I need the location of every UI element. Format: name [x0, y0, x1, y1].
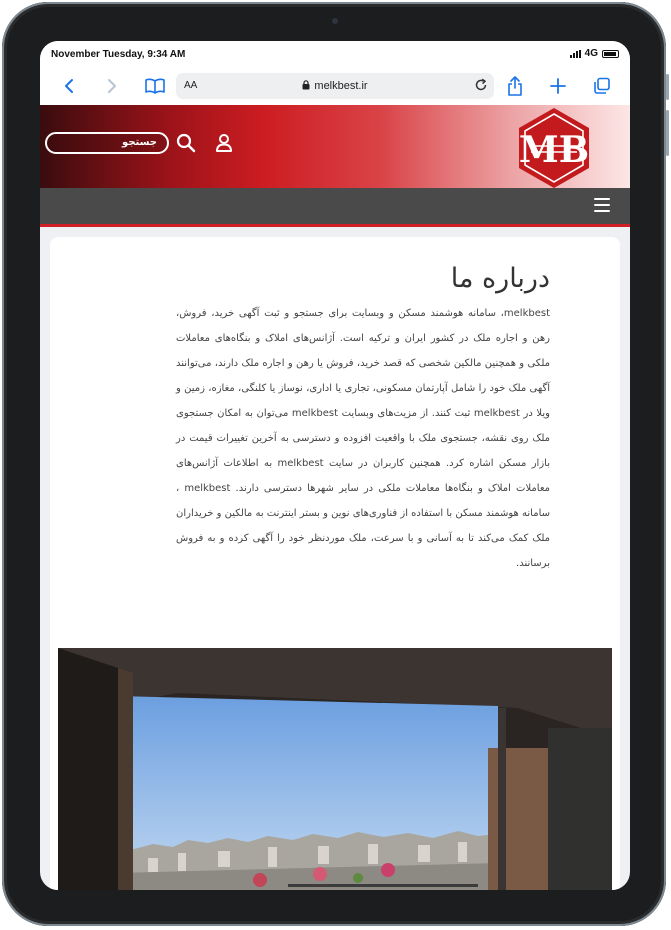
- browser-toolbar: [40, 67, 630, 106]
- svg-text:MB: MB: [518, 129, 590, 171]
- new-tab-icon[interactable]: [547, 75, 569, 97]
- url-display[interactable]: [176, 80, 494, 93]
- tabs-icon[interactable]: [591, 75, 613, 97]
- url-text: melkbest.ir: [314, 80, 368, 92]
- back-icon[interactable]: [58, 75, 80, 97]
- screen: [40, 41, 630, 890]
- forward-icon[interactable]: [101, 75, 123, 97]
- share-icon[interactable]: [504, 75, 526, 97]
- search-icon[interactable]: [176, 133, 196, 157]
- front-camera: [332, 18, 338, 24]
- page-title: درباره ما: [450, 263, 550, 294]
- bookmarks-icon[interactable]: [144, 75, 166, 97]
- nav-accent-line: [40, 224, 630, 227]
- status-time: November Tuesday, 9:34 AM: [51, 49, 186, 60]
- user-icon[interactable]: [215, 133, 233, 157]
- side-button: [666, 110, 669, 156]
- site-logo[interactable]: [516, 106, 592, 188]
- lock-icon: [302, 80, 310, 93]
- reload-icon[interactable]: [474, 78, 488, 95]
- menu-icon[interactable]: [594, 198, 610, 212]
- nav-bar: [40, 188, 630, 224]
- status-bar: [40, 41, 630, 67]
- site-header: [40, 105, 630, 188]
- about-card: [50, 237, 620, 890]
- status-indicators: [570, 48, 619, 59]
- network-label: 4G: [584, 48, 598, 59]
- address-bar[interactable]: [176, 73, 494, 99]
- apartment-window-photo: [58, 648, 612, 890]
- text-size-button[interactable]: AA: [184, 80, 198, 91]
- search-input[interactable]: جستجو: [45, 132, 169, 154]
- battery-icon: [602, 50, 619, 58]
- signal-icon: [570, 50, 581, 58]
- volume-button: [666, 74, 669, 100]
- about-paragraph: melkbest، سامانه هوشمند مسکن و وبسایت برای جستجو و ثبت آگهی خرید، فروش، رهن و اجاره ملک در کشور ایران و ترکیه است. آژانس‌های املاک و بنگاه‌های معاملات ملکی و همچنین مالکین شخصی که قصد خرید، فروش یا رهن و اجاره ملک دارند، می‌توانند آگهی ملک خود را شامل آپارتمان مسکونی، تجاری یا اداری، نوساز یا کلنگی، مغازه، زمین و ویلا در melkbest ثبت کنند. از مزیت‌های وبسایت melkbest می‌توان به امکان جستجوی ملک روی نقشه، جستجوی ملک با واقعیت افزوده و دسترسی به آخرین تغییرات قیمت در بازار مسکن اشاره کرد. همچنین کاربران در سایت melkbest به اطلاعات آژانس‌های معاملات املاک و بنگاه‌ها معاملات ملکی در سایر شهرها دسترسی دارند. melkbest ، سامانه هوشمند مسکن با استفاده از فناوری‌های نوین و بستر اینترنت به مالکین و خریداران ملک کمک می‌کند تا به آسانی و با سرعت، ملک موردنظر خود را آگهی کرده و به فروش برسانند.: [176, 308, 551, 569]
